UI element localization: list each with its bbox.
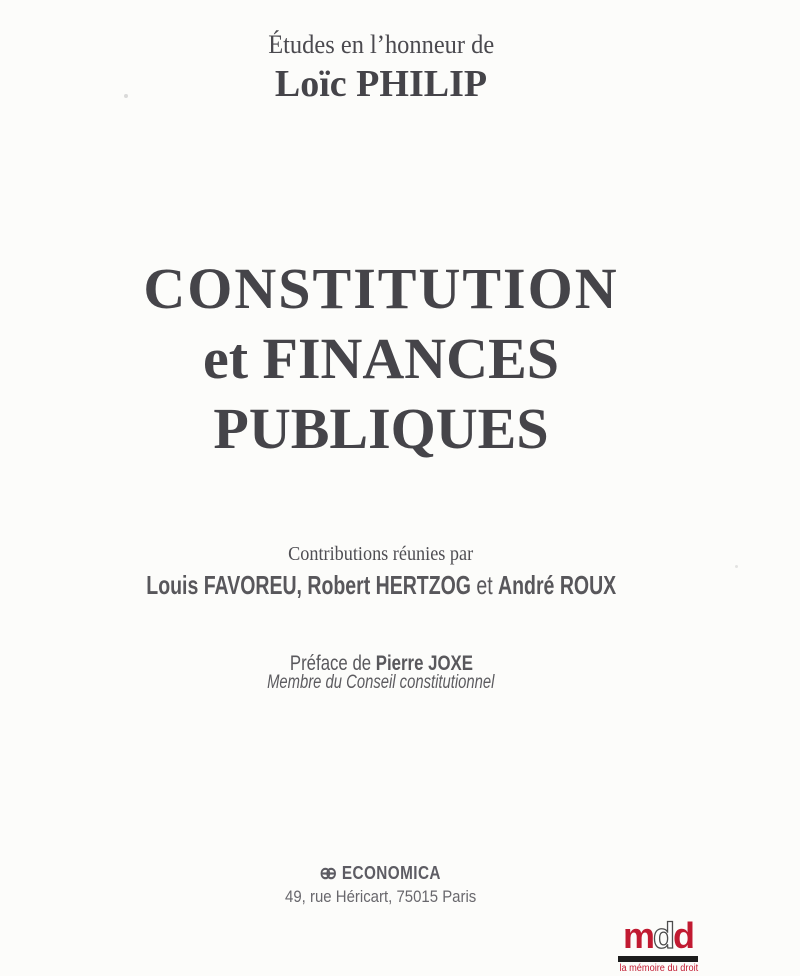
book-title-line-1: CONSTITUTION [143, 256, 619, 321]
mdd-letter-d-outline: d [653, 915, 673, 956]
economica-rings-icon [321, 867, 336, 880]
preface-author: Pierre JOXE [375, 652, 473, 675]
contributor-names-separator: et [470, 570, 498, 600]
publisher-name: ECONOMICA [342, 863, 442, 883]
mdd-logo [616, 917, 700, 974]
publisher-address: 49, rue Héricart, 75015 Paris [285, 887, 477, 906]
series-text: Études en l’honneur de [267, 30, 495, 59]
mdd-letter-m: m [622, 915, 653, 956]
contributor-names-bold-1: Louis FAVOREU, Robert HERTZOG [146, 570, 471, 600]
preface-author-affiliation: Membre du Conseil constitutionnel [267, 672, 495, 693]
mdd-logo-tagline: la mémoire du droit [619, 963, 699, 974]
book-title-line-2: et FINANCES [202, 326, 560, 391]
book-title [0, 254, 762, 464]
mdd-logo-letters [616, 917, 700, 955]
mdd-letter-d-solid: d [673, 915, 693, 956]
mdd-logo-bar [618, 956, 698, 962]
contributor-names-bold-2: André ROUX [497, 570, 616, 600]
series-line [0, 30, 762, 60]
contributors-intro: Contributions réunies par [288, 543, 474, 565]
preface-prefix: Préface de [289, 652, 376, 675]
book-title-line-3: PUBLIQUES [213, 396, 549, 461]
publisher-line [0, 862, 762, 884]
contributors-names [0, 570, 762, 600]
honoree-name: Loïc PHILIP [274, 63, 488, 105]
